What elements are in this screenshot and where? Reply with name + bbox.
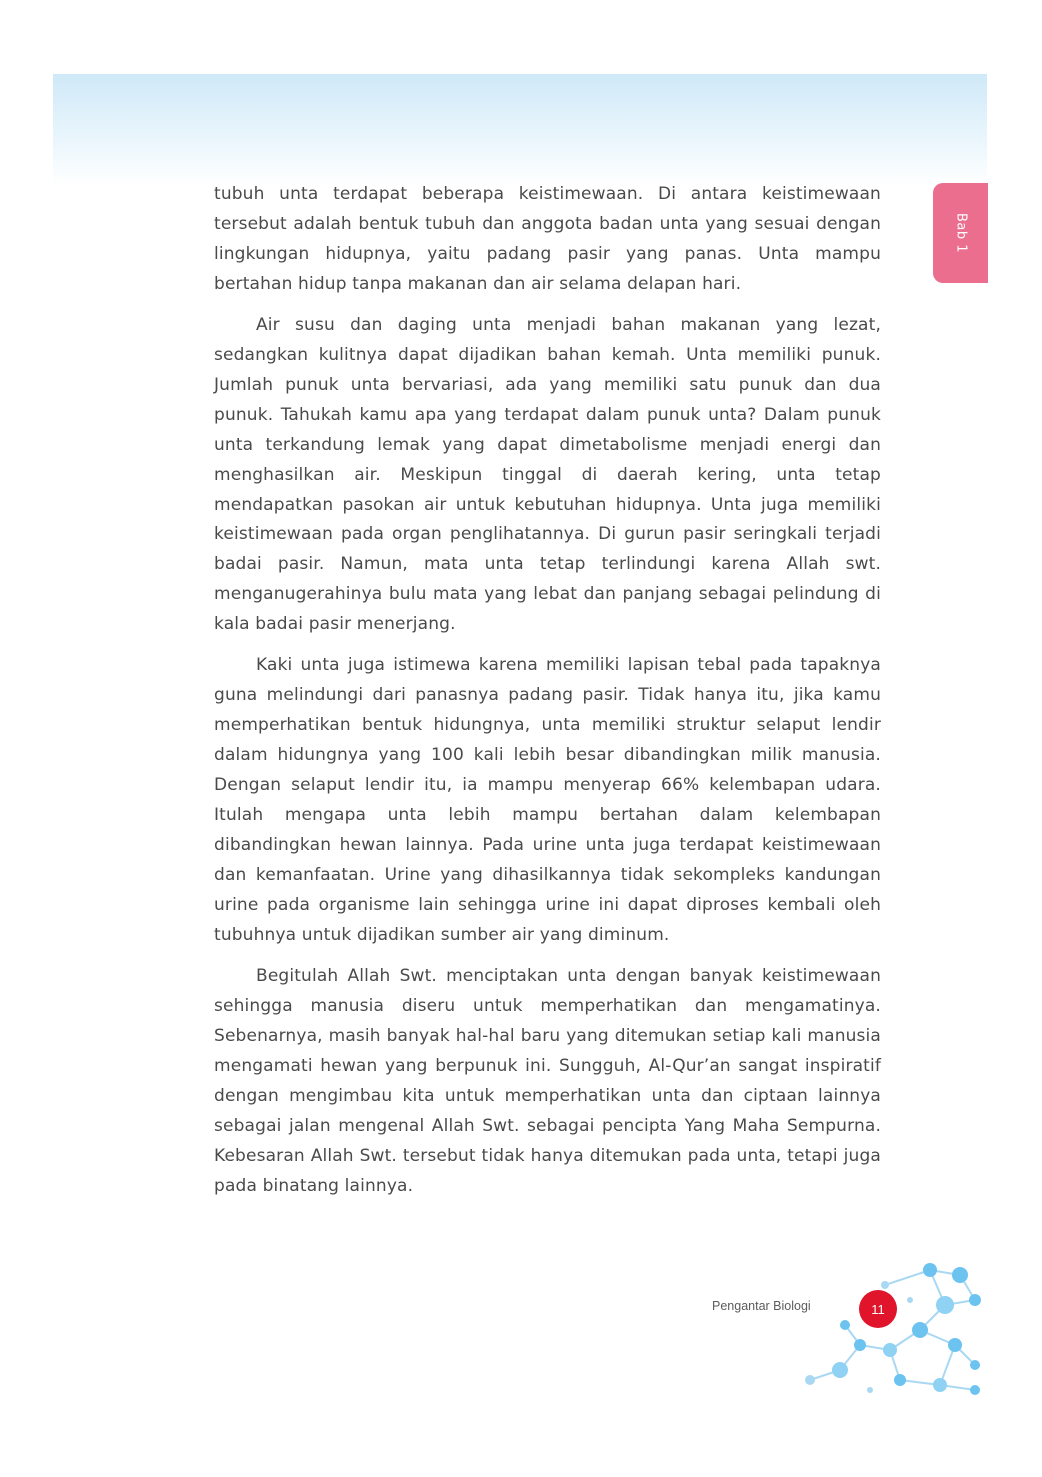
page-number-badge: 11	[859, 1290, 897, 1328]
paragraph-4: Begitulah Allah Swt. menciptakan unta dengan banyak keistimewaan sehingga manusia diseru untuk memperhatikan dan mengamatinya. Sebenarnya, masih banyak hal-hal baru yang ditemukan setiap kali manusia mengamati hewan yang berpunuk ini. Sungguh, Al-Qur’an sangat inspiratif dengan mengimbau kita untuk memperhatikan unta dan ciptaan lainnya sebagai jalan mengenal Allah Swt. sebagai pencipta Yang Maha Sempurna. Kebesaran Allah Swt. tersebut tidak hanya ditemukan pada unta, tetapi juga pada binatang lainnya.	[214, 965, 881, 1196]
paragraph-1: tubuh unta terdapat beberapa keistimewaan. Di antara keistimewaan tersebut adalah bentuk tubuh dan anggota badan unta yang sesuai dengan lingkungan hidupnya, yaitu padang pasir yang panas. Unta mampu bertahan hidup tanpa makanan dan air selama delapan hari.	[214, 184, 881, 294]
footer-book-title: Pengantar Biologi	[712, 1299, 811, 1313]
chapter-tab-label: Bab 1	[953, 212, 968, 254]
molecule-decoration	[790, 1250, 990, 1405]
chapter-tab	[933, 183, 988, 283]
paragraph-3: Kaki unta juga istimewa karena memiliki lapisan tebal pada tapaknya guna melindungi dari panasnya padang pasir. Tidak hanya itu, jika kamu memperhatikan bentuk hidungnya, unta memiliki struktur selaput lendir dalam hidungnya yang 100 kali lebih besar dibandingkan milik manusia. Dengan selaput lendir itu, ia mampu menyerap 66% kelembapan udara. Itulah mengapa unta lebih mampu bertahan dalam kelembapan dibandingkan hewan lainnya. Pada urine unta juga terdapat keistimewaan dan kemanfaatan. Urine yang dihasilkannya tidak sekompleks kandungan urine pada organisme lain sehingga urine ini dapat diproses kembali oleh tubuhnya untuk dijadikan sumber air yang diminum.	[214, 655, 881, 945]
paragraph-2: Air susu dan daging unta menjadi bahan makanan yang lezat, sedangkan kulitnya dapat dijadikan bahan kemah. Unta memiliki punuk. Jumlah punuk unta bervariasi, ada yang memiliki satu punuk dan dua punuk. Tahukah kamu apa yang terdapat dalam punuk unta? Dalam punuk unta terkandung lemak yang dapat dimetabolisme menjadi energi dan menghasilkan air. Meskipun tinggal di daerah kering, unta tetap mendapatkan pasokan air untuk kebutuhan hidupnya. Unta juga memiliki keistimewaan pada organ penglihatannya. Di gurun pasir seringkali terjadi badai pasir. Namun, mata unta tetap terlindungi karena Allah swt. menganugerahinya bulu mata yang lebat dan panjang sebagai pelindung di kala badai pasir menerjang.	[214, 314, 881, 635]
header-band	[53, 74, 987, 186]
body-text	[214, 180, 881, 1212]
